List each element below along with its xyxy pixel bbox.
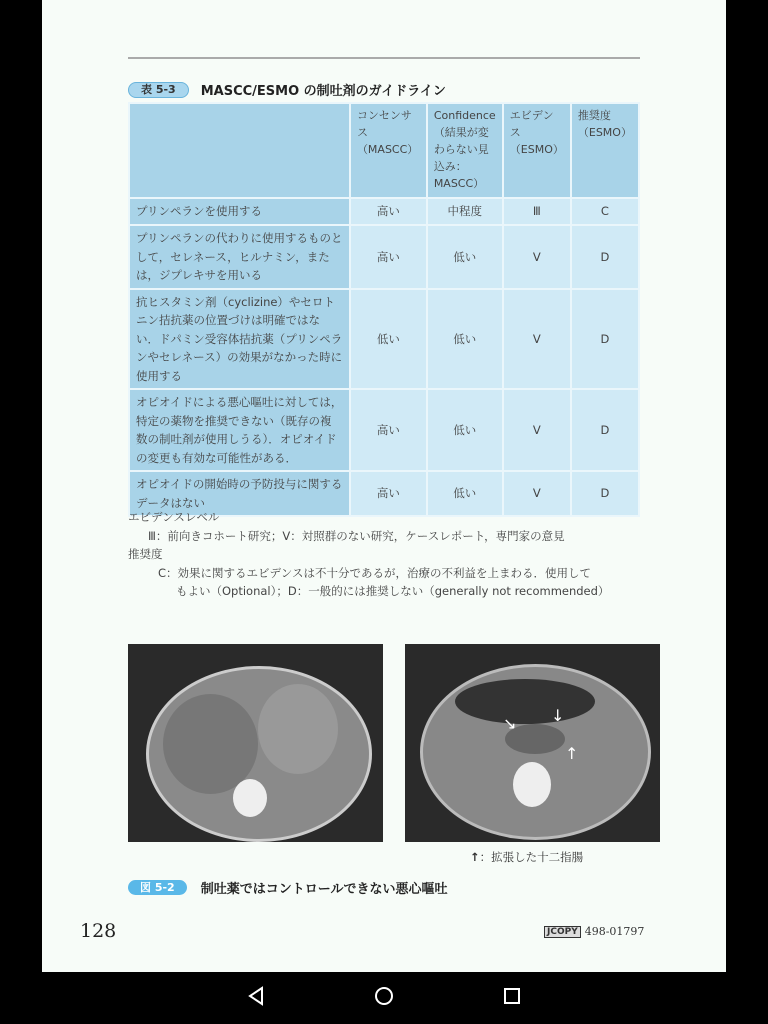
cell: 高い [350, 225, 427, 289]
table-header-row [129, 103, 639, 198]
figure-caption [128, 878, 447, 897]
page-number: 128 [80, 920, 117, 942]
cell: D [571, 471, 639, 516]
ct-image-left [128, 644, 383, 842]
recommend-text: C：効果に関するエビデンスは不十分であるが，治療の不利益を上まわる．使用して [158, 565, 591, 580]
cell: オピオイドによる悪心嘔吐に対しては，特定の薬物を推奨できない（既存の複数の制吐剤が使用しうる）．オピオイドの変更も有効な可能性がある． [129, 389, 350, 471]
cell: プリンペランの代わりに使用するものとして，セレネース，ヒルナミン，または，ジプレキサを用いる [129, 225, 350, 289]
table-notes [128, 508, 648, 601]
figure-badge: 図 5-2 [128, 880, 187, 895]
cell: 低い [427, 225, 503, 289]
table-row [129, 389, 639, 471]
table-title: MASCC/ESMO の制吐剤のガイドライン [200, 84, 446, 99]
cell: 低い [427, 389, 503, 471]
home-icon [374, 986, 394, 1006]
cell: C [571, 198, 639, 225]
book-page [42, 0, 726, 972]
table-caption [128, 80, 446, 99]
evidence-text: Ⅲ：前向きコホート研究；Ⅴ：対照群のない研究，ケースレポート，専門家の意見 [148, 528, 565, 543]
cell: D [571, 225, 639, 289]
figure-title: 制吐薬ではコントロールできない悪心嘔吐 [200, 882, 448, 897]
cell: Ⅴ [503, 289, 571, 390]
cell: Ⅴ [503, 225, 571, 289]
arrow-legend [470, 849, 583, 865]
cell: 高い [350, 198, 427, 225]
cell: 高い [350, 471, 427, 516]
arrow-icon: ↘ [503, 714, 517, 733]
cell: Ⅲ [503, 198, 571, 225]
back-button[interactable] [247, 986, 265, 1010]
recents-icon [503, 986, 521, 1006]
table-row [129, 225, 639, 289]
arrow-icon: ↓ [551, 706, 565, 725]
cell: 低い [427, 289, 503, 390]
cell: 中程度 [427, 198, 503, 225]
cell: 低い [427, 471, 503, 516]
recommend-heading: 推奨度 [128, 547, 163, 561]
header-rule [128, 57, 640, 59]
cell: 低い [350, 289, 427, 390]
arrow-legend-text: ：拡張した十二指腸 [479, 850, 584, 864]
arrow-icon: ↑ [565, 744, 579, 763]
cell: Ⅴ [503, 471, 571, 516]
ct-image-right [405, 644, 660, 842]
cell: Ⅴ [503, 389, 571, 471]
cell: 高い [350, 389, 427, 471]
table-row [129, 198, 639, 225]
cell: オピオイドの開始時の予防投与に関するデータはない [129, 471, 350, 516]
cell: D [571, 389, 639, 471]
cell: 抗ヒスタミン剤（cyclizine）やセロトニン拮抗薬の位置づけは明確ではない．ドパミン受容体拮抗薬（プリンペランやセレネース）の効果がなかった時に使用する [129, 289, 350, 390]
table-row [129, 289, 639, 390]
cell: プリンペランを使用する [129, 198, 350, 225]
up-arrow-icon: ↑ [470, 850, 480, 864]
jcopy-logo: JCOPY [544, 926, 581, 938]
evidence-heading: エビデンスレベル [128, 510, 220, 524]
book-code: 498-01797 [584, 925, 645, 938]
guideline-table [128, 102, 640, 517]
home-button[interactable] [374, 986, 394, 1010]
cell: D [571, 289, 639, 390]
back-icon [247, 986, 265, 1006]
recommend-text: もよい（Optional）；D：一般的には推奨しない（generally not recommended） [176, 584, 610, 598]
header-cell: コンセンサス（MASCC） [350, 103, 427, 198]
footer-code [544, 925, 644, 938]
header-cell [129, 103, 350, 198]
recents-button[interactable] [503, 986, 521, 1010]
header-cell: Confidence（結果が変わらない見込み：MASCC） [427, 103, 503, 198]
table-badge: 表 5-3 [128, 82, 189, 98]
header-cell: エビデンス（ESMO） [503, 103, 571, 198]
header-cell: 推奨度（ESMO） [571, 103, 639, 198]
android-nav-bar [0, 972, 768, 1024]
